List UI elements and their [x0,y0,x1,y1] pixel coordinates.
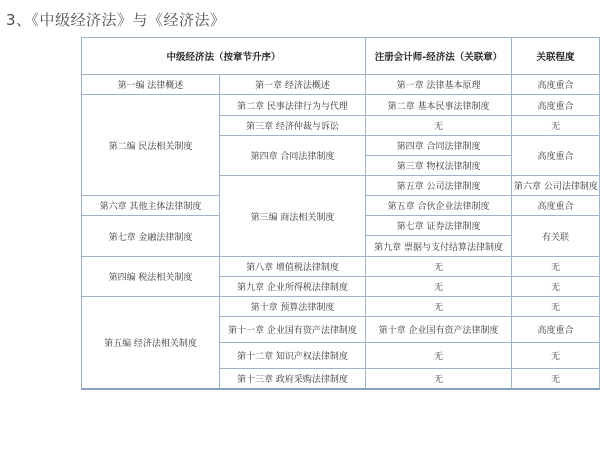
cpa-cell: 无 [366,297,512,317]
cpa-cell: 第四章 合同法律制度 [366,136,512,156]
part-cell: 第三编 商法相关制度 [220,176,366,257]
part-cell: 第五编 经济法相关制度 [82,297,220,389]
cpa-cell: 第二章 基本民事法律制度 [366,95,512,116]
header-relevance: 关联程度 [512,38,600,75]
chapter-cell: 第四章 合同法律制度 [220,136,366,176]
chapter-cell: 第十三章 政府采购法律制度 [220,369,366,389]
chapter-cell: 第七章 金融法律制度 [82,216,220,257]
part-cell: 第二编 民法相关制度 [82,95,220,196]
relevance-cell: 无 [512,257,600,277]
table-row [82,75,600,95]
table-row [82,257,600,277]
relevance-cell: 无 [512,116,600,136]
cpa-cell: 第六章 公司法律制度 [512,176,600,196]
relevance-cell: 无 [512,343,600,369]
cpa-cell: 第一章 法律基本原理 [366,75,512,95]
chapter-cell: 第九章 企业所得税法律制度 [220,277,366,297]
relevance-cell: 高度重合 [512,196,600,216]
cpa-cell: 无 [366,343,512,369]
chapter-cell: 第十一章 企业国有资产法律制度 [220,317,366,343]
relevance-cell: 无 [512,369,600,389]
table-row [82,297,600,317]
cpa-cell: 无 [366,257,512,277]
chapter-cell: 第六章 其他主体法律制度 [82,196,220,216]
cpa-cell: 第七章 证券法律制度 [366,216,512,236]
chapter-cell: 第三章 经济仲裁与诉讼 [220,116,366,136]
header-cpa: 注册会计师-经济法（关联章） [366,38,512,75]
chapter-cell: 第八章 增值税法律制度 [220,257,366,277]
header-zhongji: 中级经济法（按章节升序） [82,38,366,75]
relevance-cell: 无 [512,277,600,297]
table-row [82,95,600,116]
relevance-cell: 无 [512,297,600,317]
chapter-cell: 第十二章 知识产权法律制度 [220,343,366,369]
comparison-table [81,37,600,390]
cpa-cell: 无 [366,277,512,297]
chapter-cell: 第十章 预算法律制度 [220,297,366,317]
relevance-cell: 高度重合 [512,95,600,116]
section-heading: 3、《中级经济法》与《经济法》 [6,11,226,29]
chapter-cell: 第二章 民事法律行为与代理 [220,95,366,116]
cpa-cell: 第三章 物权法律制度 [366,156,512,176]
relevance-cell: 高度重合 [512,75,600,95]
relevance-cell: 高度重合 [512,317,600,343]
cpa-cell: 无 [366,116,512,136]
part-cell: 第一编 法律概述 [82,75,220,95]
part-cell: 第四编 税法相关制度 [82,257,220,297]
table-header-row [82,38,600,75]
cpa-cell: 第五章 合伙企业法律制度 [366,196,512,216]
chapter-cell: 第一章 经济法概述 [220,75,366,95]
cpa-cell: 第十章 企业国有资产法律制度 [366,317,512,343]
cpa-cell: 第九章 票据与支付结算法律制度 [366,236,512,257]
relevance-cell: 有关联 [512,216,600,257]
chapter-cell: 第五章 公司法律制度 [366,176,512,196]
cpa-cell: 无 [366,369,512,389]
relevance-cell: 高度重合 [512,136,600,176]
